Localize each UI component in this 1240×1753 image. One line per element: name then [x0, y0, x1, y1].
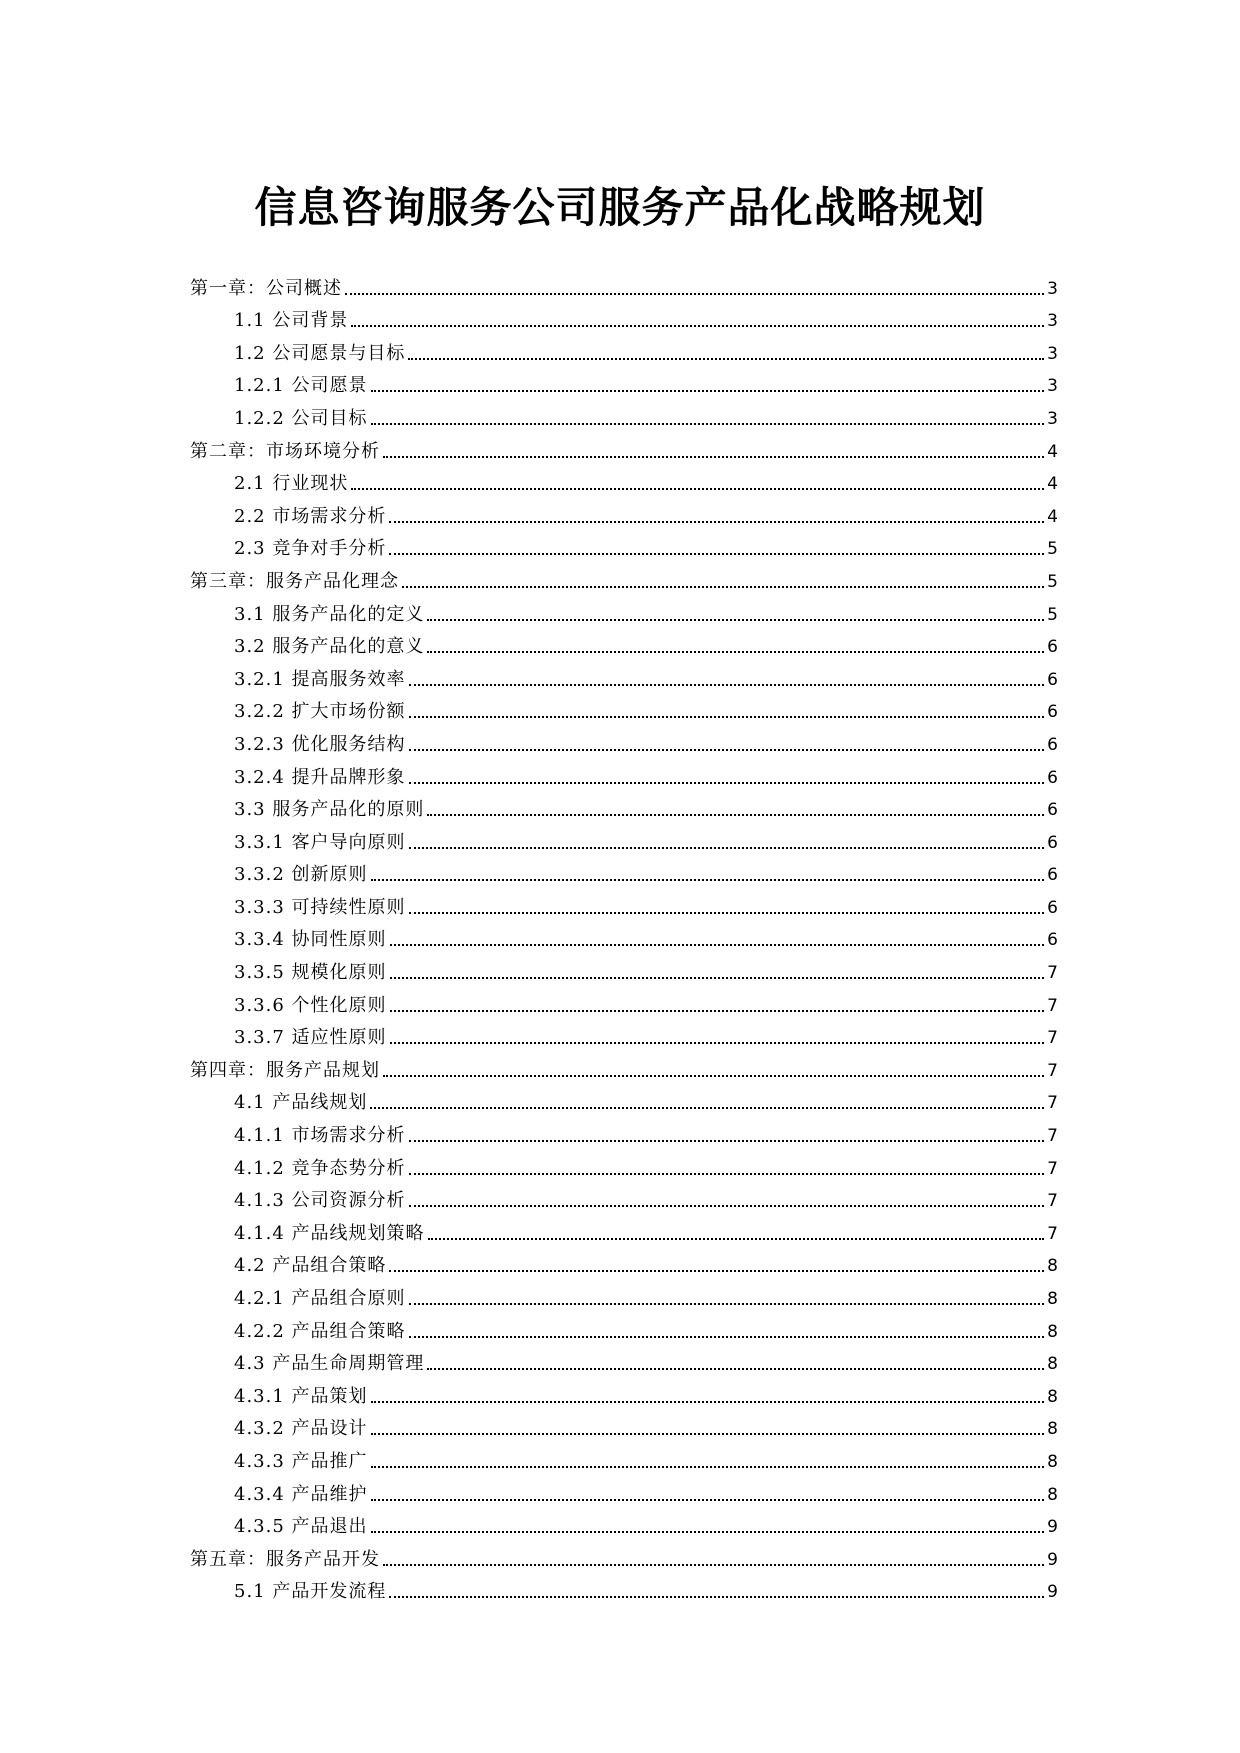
toc-entry-label: 3.3.5 规模化原则 [234, 962, 387, 984]
table-of-contents [190, 268, 1058, 1604]
toc-dot-leader [409, 847, 1045, 849]
toc-dot-leader [389, 553, 1044, 555]
toc-page-number: 6 [1047, 702, 1058, 723]
toc-entry[interactable] [190, 366, 1058, 399]
toc-entry-label: 3.3 服务产品化的原则 [234, 799, 425, 821]
toc-page-number: 7 [1047, 1126, 1058, 1147]
toc-page-number: 6 [1047, 930, 1058, 951]
toc-entry-label: 3.2.2 扩大市场份额 [234, 701, 406, 723]
toc-entry-label: 1.2.2 公司目标 [234, 407, 368, 429]
toc-entry[interactable] [190, 790, 1058, 823]
toc-dot-leader [351, 325, 1044, 327]
toc-entry-label: 第三章：服务产品化理念 [190, 570, 399, 592]
toc-dot-leader [389, 521, 1044, 523]
toc-dot-leader [370, 1107, 1044, 1109]
toc-entry[interactable] [190, 1083, 1058, 1116]
toc-dot-leader [427, 651, 1044, 653]
toc-dot-leader [371, 1433, 1045, 1435]
toc-dot-leader [409, 1336, 1045, 1338]
toc-entry-label: 3.3.7 适应性原则 [234, 1027, 387, 1049]
toc-entry[interactable] [190, 724, 1058, 757]
toc-entry[interactable] [190, 529, 1058, 562]
toc-dot-leader [409, 684, 1045, 686]
toc-entry[interactable] [190, 464, 1058, 497]
toc-entry-label: 2.3 竞争对手分析 [234, 538, 387, 560]
toc-page-number: 6 [1047, 865, 1058, 886]
toc-entry-label: 4.1.4 产品线规划策略 [234, 1222, 425, 1244]
toc-page-number: 4 [1047, 474, 1058, 495]
toc-dot-leader [371, 1401, 1045, 1403]
toc-entry-label: 3.3.2 创新原则 [234, 864, 368, 886]
toc-entry-label: 4.1.3 公司资源分析 [234, 1190, 406, 1212]
toc-dot-leader [409, 782, 1045, 784]
toc-page-number: 8 [1047, 1451, 1058, 1472]
toc-entry[interactable] [190, 855, 1058, 888]
toc-entry[interactable] [190, 561, 1058, 594]
toc-entry[interactable] [190, 1572, 1058, 1605]
toc-entry-label: 4.1.2 竞争态势分析 [234, 1157, 406, 1179]
toc-page-number: 6 [1047, 897, 1058, 918]
toc-dot-leader [371, 1499, 1045, 1501]
toc-entry[interactable] [190, 887, 1058, 920]
toc-dot-leader [409, 1140, 1045, 1142]
toc-entry-label: 1.2 公司愿景与目标 [234, 342, 406, 364]
toc-dot-leader [428, 1238, 1045, 1240]
toc-entry[interactable] [190, 1441, 1058, 1474]
toc-entry[interactable] [190, 1344, 1058, 1377]
toc-entry[interactable] [190, 1213, 1058, 1246]
toc-page-number: 6 [1047, 637, 1058, 658]
toc-entry[interactable] [190, 1018, 1058, 1051]
toc-page-number: 7 [1047, 1223, 1058, 1244]
toc-entry[interactable] [190, 952, 1058, 985]
toc-page-number: 7 [1047, 1028, 1058, 1049]
toc-page-number: 9 [1047, 1517, 1058, 1538]
toc-page-number: 8 [1047, 1484, 1058, 1505]
toc-page-number: 4 [1047, 506, 1058, 527]
toc-entry-label: 4.2.2 产品组合策略 [234, 1320, 406, 1342]
toc-entry[interactable] [190, 1474, 1058, 1507]
toc-entry[interactable] [190, 1376, 1058, 1409]
toc-page-number: 3 [1047, 343, 1058, 364]
toc-dot-leader [409, 1205, 1045, 1207]
toc-entry[interactable] [190, 301, 1058, 334]
toc-page-number: 9 [1047, 1582, 1058, 1603]
toc-dot-leader [427, 814, 1044, 816]
toc-entry-label: 1.2.1 公司愿景 [234, 375, 368, 397]
toc-page-number: 7 [1047, 995, 1058, 1016]
toc-page-number: 8 [1047, 1256, 1058, 1277]
toc-entry-label: 3.1 服务产品化的定义 [234, 603, 425, 625]
toc-dot-leader [390, 1010, 1045, 1012]
toc-entry-label: 3.3.4 协同性原则 [234, 929, 387, 951]
toc-entry[interactable] [190, 920, 1058, 953]
toc-dot-leader [389, 1596, 1044, 1598]
toc-entry-label: 5.1 产品开发流程 [234, 1581, 387, 1603]
toc-page-number: 6 [1047, 832, 1058, 853]
toc-dot-leader [409, 1173, 1045, 1175]
toc-page-number: 6 [1047, 767, 1058, 788]
toc-dot-leader [409, 1303, 1045, 1305]
toc-entry[interactable] [190, 1507, 1058, 1540]
toc-dot-leader [383, 1075, 1044, 1077]
toc-entry-label: 3.2 服务产品化的意义 [234, 636, 425, 658]
toc-page-number: 5 [1047, 571, 1058, 592]
toc-entry-label: 第四章：服务产品规划 [190, 1059, 380, 1081]
toc-dot-leader [402, 586, 1044, 588]
toc-entry[interactable] [190, 1278, 1058, 1311]
toc-dot-leader [409, 749, 1045, 751]
toc-page-number: 7 [1047, 1158, 1058, 1179]
toc-page-number: 6 [1047, 800, 1058, 821]
toc-entry[interactable] [190, 1115, 1058, 1148]
toc-entry-label: 1.1 公司背景 [234, 310, 349, 332]
toc-page-number: 8 [1047, 1419, 1058, 1440]
toc-dot-leader [408, 358, 1044, 360]
toc-page-number: 3 [1047, 278, 1058, 299]
toc-dot-leader [371, 1531, 1045, 1533]
toc-page-number: 3 [1047, 376, 1058, 397]
toc-entry[interactable] [190, 659, 1058, 692]
toc-entry[interactable] [190, 594, 1058, 627]
toc-page-number: 3 [1047, 311, 1058, 332]
toc-entry-label: 2.1 行业现状 [234, 473, 349, 495]
toc-dot-leader [371, 423, 1045, 425]
toc-dot-leader [427, 619, 1044, 621]
toc-entry-label: 第二章：市场环境分析 [190, 440, 380, 462]
document-title: 信息咨询服务公司服务产品化战略规划 [254, 183, 986, 232]
toc-dot-leader [371, 390, 1045, 392]
toc-entry-label: 3.3.3 可持续性原则 [234, 896, 406, 918]
toc-entry[interactable] [190, 1311, 1058, 1344]
toc-entry[interactable] [190, 627, 1058, 660]
toc-entry[interactable] [190, 692, 1058, 725]
toc-entry-label: 4.1.1 市场需求分析 [234, 1125, 406, 1147]
toc-page-number: 3 [1047, 408, 1058, 429]
toc-page-number: 8 [1047, 1386, 1058, 1407]
toc-page-number: 6 [1047, 734, 1058, 755]
toc-entry[interactable] [190, 757, 1058, 790]
toc-page-number: 7 [1047, 1191, 1058, 1212]
toc-dot-leader [351, 488, 1044, 490]
toc-dot-leader [371, 879, 1045, 881]
toc-page-number: 8 [1047, 1289, 1058, 1309]
toc-entry-label: 第五章：服务产品开发 [190, 1548, 380, 1570]
toc-dot-leader [371, 1466, 1045, 1468]
toc-page-number: 7 [1047, 1060, 1058, 1081]
toc-entry-label: 4.3.3 产品推广 [234, 1450, 368, 1472]
toc-entry-label: 4.3.4 产品维护 [234, 1483, 368, 1505]
toc-dot-leader [389, 1270, 1044, 1272]
toc-entry-label: 3.2.4 提升品牌形象 [234, 766, 406, 788]
toc-entry-label: 2.2 市场需求分析 [234, 505, 387, 527]
toc-dot-leader [383, 1564, 1044, 1566]
toc-entry-label: 3.3.1 客户导向原则 [234, 831, 406, 853]
toc-dot-leader [345, 293, 1044, 295]
toc-page-number: 8 [1047, 1354, 1058, 1375]
toc-page-number: 9 [1047, 1549, 1058, 1570]
toc-page-number: 7 [1047, 1093, 1058, 1114]
toc-page-number: 8 [1047, 1321, 1058, 1342]
toc-entry-label: 4.3.2 产品设计 [234, 1418, 368, 1440]
toc-entry[interactable] [190, 431, 1058, 464]
toc-entry[interactable] [190, 496, 1058, 529]
toc-entry-label: 4.3.5 产品退出 [234, 1516, 368, 1538]
toc-dot-leader [390, 1042, 1045, 1044]
toc-entry-label: 4.1 产品线规划 [234, 1092, 368, 1114]
toc-page-number: 5 [1047, 539, 1058, 560]
toc-entry[interactable] [190, 822, 1058, 855]
toc-entry-label: 3.2.1 提高服务效率 [234, 668, 406, 690]
toc-entry-label: 4.2 产品组合策略 [234, 1255, 387, 1277]
toc-entry[interactable] [190, 333, 1058, 366]
toc-entry[interactable] [190, 1409, 1058, 1442]
toc-dot-leader [383, 456, 1044, 458]
toc-entry[interactable] [190, 985, 1058, 1018]
toc-entry[interactable] [190, 398, 1058, 431]
toc-entry[interactable] [190, 1246, 1058, 1279]
toc-entry-label: 4.3 产品生命周期管理 [234, 1353, 425, 1375]
toc-dot-leader [427, 1368, 1044, 1370]
toc-dot-leader [390, 944, 1045, 946]
toc-entry-label: 4.3.1 产品策划 [234, 1385, 368, 1407]
toc-entry-label: 3.2.3 优化服务结构 [234, 733, 406, 755]
toc-entry[interactable] [190, 268, 1058, 301]
toc-page-number: 5 [1047, 604, 1058, 625]
toc-dot-leader [409, 912, 1045, 914]
toc-entry-label: 第一章：公司概述 [190, 277, 342, 299]
toc-entry[interactable] [190, 1050, 1058, 1083]
toc-entry[interactable] [190, 1148, 1058, 1181]
toc-dot-leader [409, 716, 1045, 718]
toc-dot-leader [390, 977, 1045, 979]
toc-page-number: 7 [1047, 963, 1058, 984]
toc-entry[interactable] [190, 1181, 1058, 1214]
toc-page-number: 6 [1047, 669, 1058, 690]
toc-entry-label: 3.3.6 个性化原则 [234, 994, 387, 1016]
toc-entry[interactable] [190, 1539, 1058, 1572]
toc-entry-label: 4.2.1 产品组合原则 [234, 1288, 406, 1309]
toc-page-number: 4 [1047, 441, 1058, 462]
